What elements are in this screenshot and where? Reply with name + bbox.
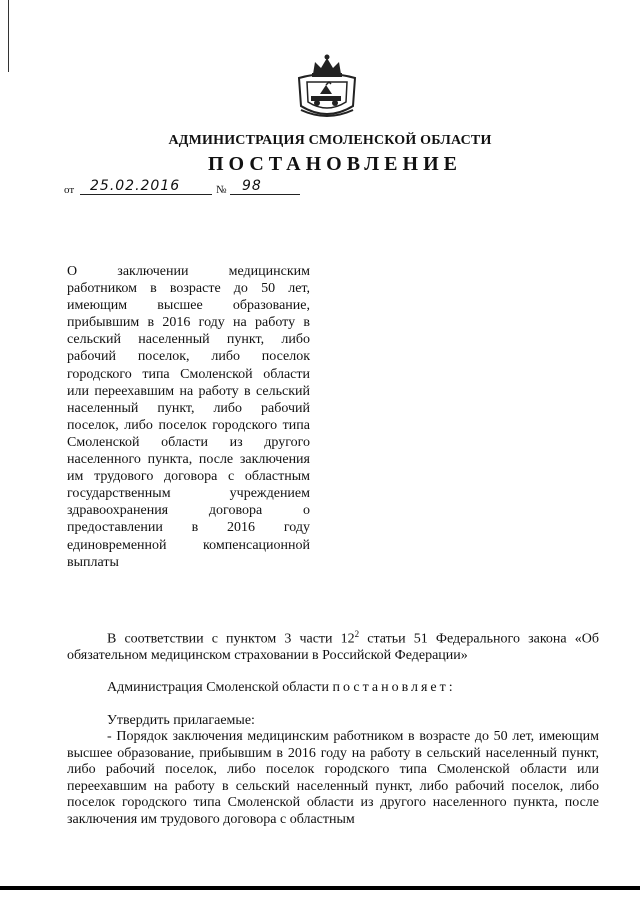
decree-statement xyxy=(67,680,599,697)
preamble-paragraph xyxy=(67,626,599,665)
decree-subject: О заключении медицинским работником в возрасте до 50 лет, имеющим высшее образование, прибывшим в 2016 году на работу в сельский населенный пункт, либо рабочий поселок, либо поселок городского типа Смоленской области или переехавшим на работу в сельский населенный пункт, либо рабочий поселок, либо поселок городского типа Смоленской области из другого населенного пункта, после заключения им трудового договора с областным государственным учреждением здравоохранения договора о предоставлении в 2016 году единовременной компенсационной выплаты xyxy=(67,264,310,570)
document-date-number xyxy=(64,180,324,200)
handwritten-date: 25.02.2016 xyxy=(90,178,181,194)
scan-bottom-edge xyxy=(0,886,640,890)
approve-paragraph: Утвердить прилагаемые: xyxy=(107,713,255,728)
organization-name: АДМИНИСТРАЦИЯ СМОЛЕНСКОЙ ОБЛАСТИ xyxy=(168,133,492,148)
item-1-paragraph: - Порядок заключения медицинским работником в возрасте до 50 лет, имеющим высшее образование, прибывшим в 2016 году на работу в сельский населенный пункт, либо рабочий поселок, либо поселок городского типа Смоленской области или переехавшим на работу в сельский населенный пункт, либо рабочий поселок, либо поселок городского типа Смоленской области из другого населенного пункта, после заключения им трудового договора с областным xyxy=(67,729,599,827)
number-label: № xyxy=(216,184,227,196)
decree-keyword: постановляет: xyxy=(332,680,456,695)
margin-line xyxy=(8,0,9,72)
date-label: от xyxy=(64,184,75,196)
handwritten-number: 98 xyxy=(242,178,262,194)
date-underline xyxy=(80,194,212,195)
preamble-text-b: статьи 51 Федерального закона «Об обязательном медицинском страховании в Российской Федерации» xyxy=(67,631,599,664)
preamble-superscript: 2 xyxy=(354,629,360,639)
coat-of-arms-emblem xyxy=(293,52,361,122)
number-underline xyxy=(230,194,300,195)
document-title: ПОСТАНОВЛЕНИЕ xyxy=(208,153,462,175)
decree-text: Администрация Смоленской области xyxy=(107,680,333,695)
preamble-text-a: В соответствии с пунктом 3 части 12 xyxy=(107,631,355,647)
